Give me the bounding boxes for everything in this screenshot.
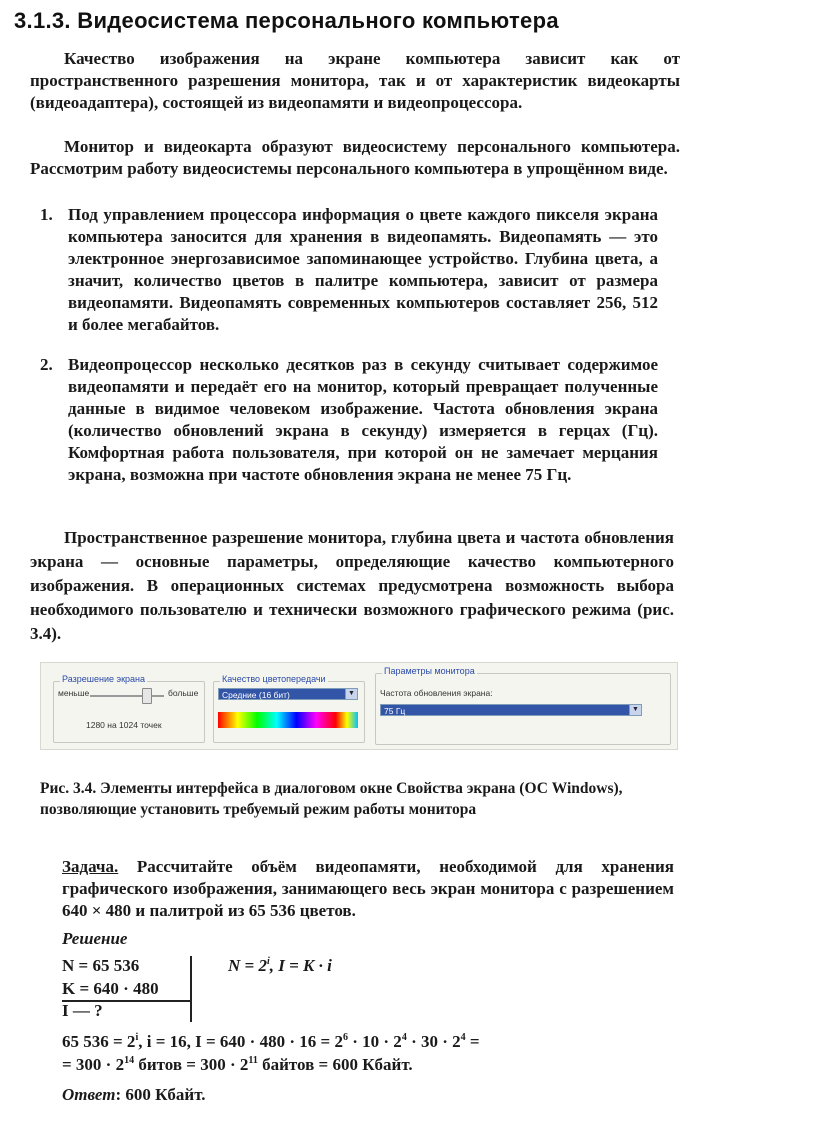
list-item-2 <box>40 354 658 486</box>
task-label: Задача. <box>62 857 119 876</box>
list-text: — это электронное энергозависимое запоминающее устройство. Глубина цвета, а значит, количество цветов в палитре компьютера, зависит от размера видеопамяти. Видеопамять современных компьютеров составляет 256, 512 и более мегабайтов. <box>68 227 658 334</box>
color-quality-group <box>213 674 365 743</box>
p3-text: Пространственное разрешение монитора, глубина цвета и частота обновления экрана — основные параметры, определяющие качество компьютерного изображения. В операционных системах предусмотрена возможность выбора необходимого пользователю и технически возможного графического режима (рис. 3.4). <box>30 528 674 643</box>
list-item-1 <box>40 204 658 336</box>
list-bold-term: Видеопроцессор <box>68 355 193 374</box>
resolution-more-label: больше <box>168 688 199 698</box>
color-quality-select[interactable] <box>218 688 358 700</box>
list-bold-term: Видеопамять <box>499 227 602 246</box>
color-quality-value: Средние (16 бит) <box>222 690 290 700</box>
paragraph-3 <box>30 526 674 646</box>
paragraph-1 <box>30 48 680 114</box>
resolution-less-label: меньше <box>58 688 90 698</box>
calculation-line-1: 65 $536 = 2^i$, i = 16, $I = 640 \cdot 480 \cdot 16 = 2^6 \cdot 10 \cdot 2^4 \cdot 30 \cdot 2^4$ = <box>62 1032 480 1051</box>
list-text: (количество обновлений экрана в секунду) измеряется в герцах (Гц). Комфортная работа пользователя, при которой он не замечает мерцания экрана, возможна при частоте обновления экрана не менее 75 Гц. <box>68 421 658 484</box>
solution-label: Решение <box>62 929 128 948</box>
chevron-down-icon[interactable]: ▼ <box>629 705 641 715</box>
p1-text: Качество изображения на экране компьютера зависит как от пространственного разрешения монитора, так и от характеристик <box>30 49 680 90</box>
refresh-rate-select[interactable] <box>380 704 642 716</box>
list-item-body <box>68 204 658 336</box>
caption-rest: (ОС Windows), позволяющие установить требуемый режим работы монитора <box>40 780 623 818</box>
resolution-value: 1280 на 1024 точек <box>86 720 162 730</box>
resolution-slider-track[interactable] <box>90 695 164 697</box>
caption-text: Элементы интерфейса в диалоговом окне <box>96 780 397 797</box>
p2-text: Монитор и видеокарта образуют <box>64 137 343 156</box>
calculation-line-2: = $300 \cdot 2^{14}$ битов = $300 \cdot 2^{11}$ байтов = 600 Кбайт. <box>62 1055 413 1074</box>
resolution-group <box>53 674 205 743</box>
list-number: 2. <box>40 355 53 374</box>
resolution-group-title: Разрешение экрана <box>62 674 145 684</box>
monitor-settings-title: Параметры монитора <box>384 666 475 676</box>
monitor-settings-group <box>375 666 671 745</box>
figure-caption <box>40 778 660 820</box>
caption-bold-term: Свойства экрана <box>396 780 516 797</box>
p2-rest: персонального компьютера. Рассмотрим работу видеосистемы персонального компьютера в упрощённом виде. <box>30 137 681 178</box>
display-properties-figure <box>40 662 678 750</box>
resolution-slider-thumb[interactable] <box>142 688 152 704</box>
given-vertical-divider <box>190 956 192 1022</box>
p1-bold-term: видеокарты (видеоадаптера) <box>30 71 680 112</box>
unknown-i: I — ? <box>62 1001 103 1020</box>
answer-value: : 600 Кбайт. <box>115 1085 206 1104</box>
list-item-body <box>68 354 658 486</box>
formula: $N = 2^i$, I = K · i <box>228 956 332 975</box>
list-number: 1. <box>40 205 53 224</box>
caption-prefix: Рис. 3.4. <box>40 780 97 797</box>
list-text: несколько десятков раз в секунду считывает содержимое видеопамяти и передаёт его на монитор, который превращает полученные данные в видимое человеком изображение. <box>68 355 658 418</box>
refresh-rate-label: Частота обновления экрана: <box>380 688 493 698</box>
section-heading: 3.1.3. Видеосистема персонального компьютера <box>14 8 559 33</box>
paragraph-2 <box>30 136 680 180</box>
list-bold-term: Частота обновления экрана <box>432 399 658 418</box>
given-n: N = 65 536 <box>62 956 140 975</box>
color-spectrum-preview <box>218 712 358 728</box>
color-quality-title: Качество цветопередачи <box>222 674 326 684</box>
refresh-rate-value: 75 Гц <box>384 706 406 716</box>
answer-label: Ответ <box>62 1085 116 1104</box>
p1-rest: , состоящей из видеопамяти и видеопроцессора. <box>153 93 523 112</box>
task-paragraph <box>62 856 674 922</box>
task-text: Рассчитайте объём видеопамяти, необходимой для хранения графического изображения, занимающего весь экран монитора с разрешением 640 × 480 и палитрой из 65 536 цветов. <box>62 857 674 920</box>
list-text: Под управлением процессора информация о цвете каждого пикселя экрана компьютера заносится для хранения в видеопамять. <box>68 205 658 246</box>
given-k: K = 640 · 480 <box>62 979 159 998</box>
p2-bold-term: видеосистему <box>342 137 448 156</box>
answer-line <box>62 1085 206 1105</box>
chevron-down-icon[interactable]: ▼ <box>345 689 357 699</box>
